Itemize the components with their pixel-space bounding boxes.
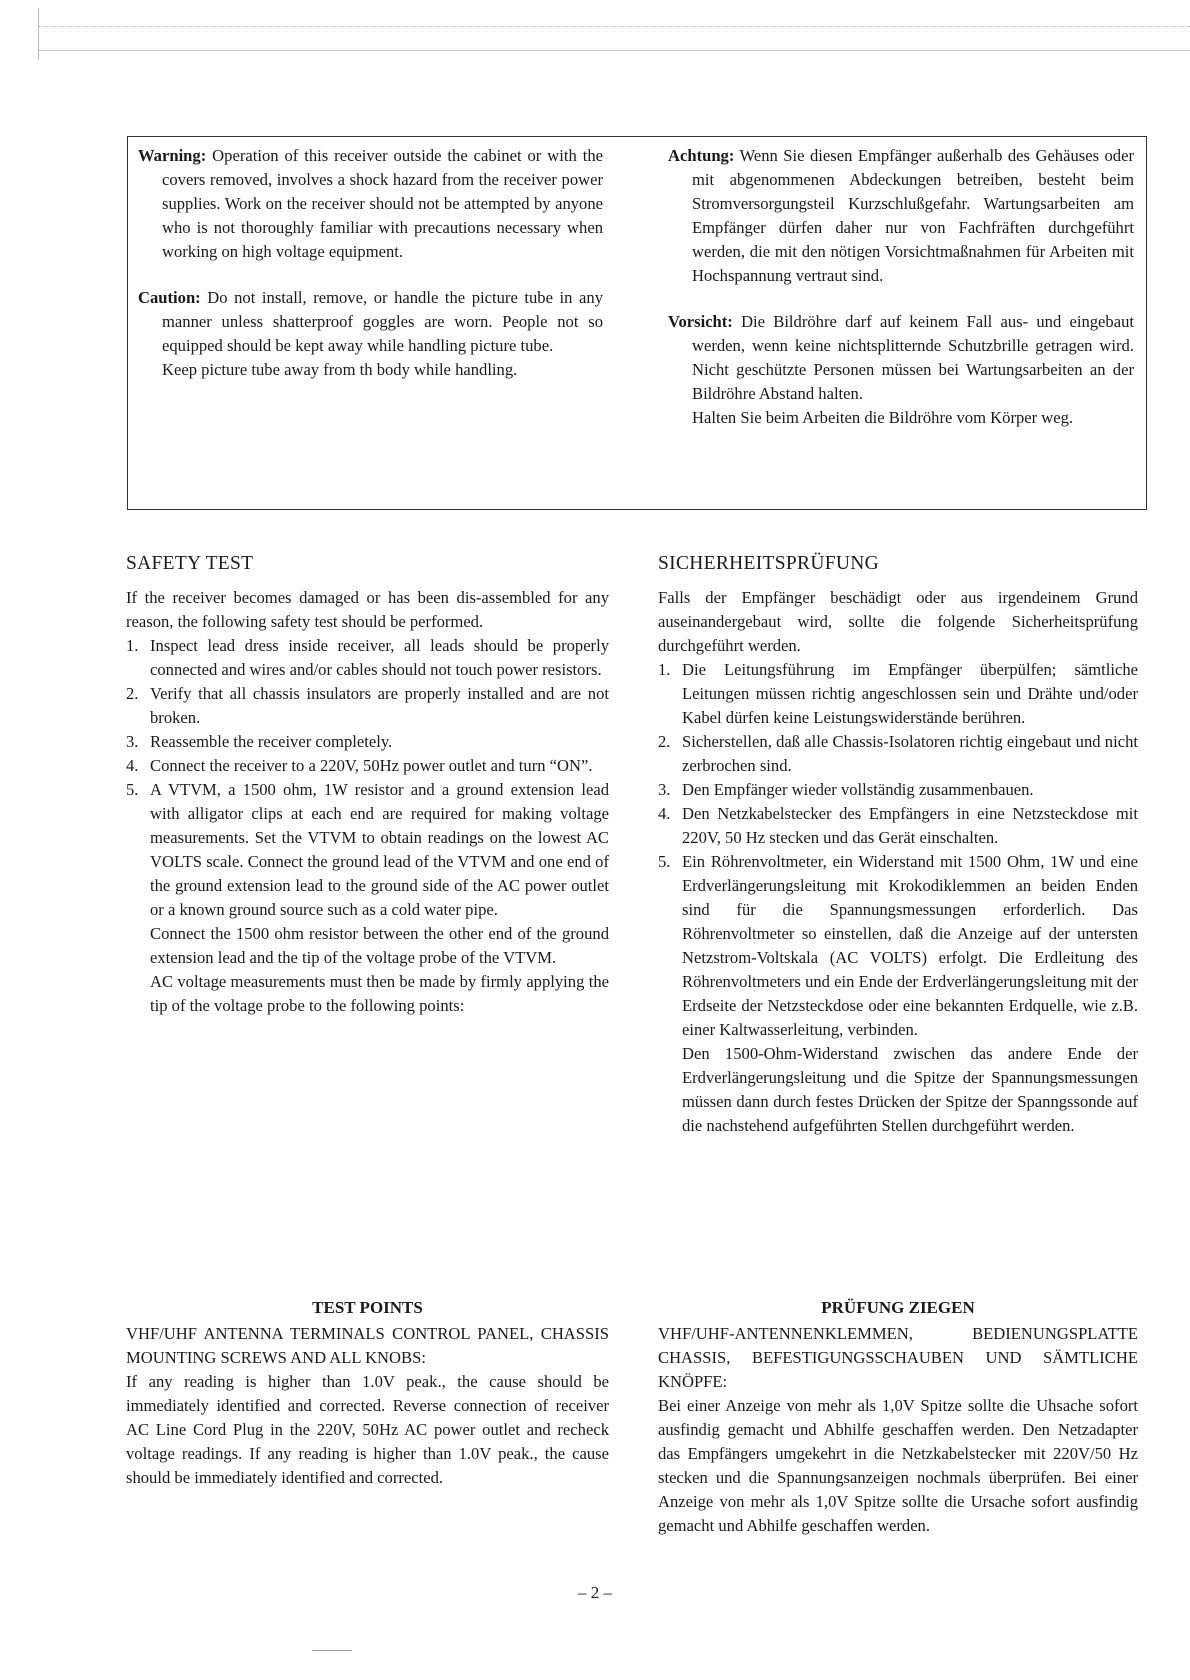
- step-text: Den Netzkabelstecker des Empfängers in eine Netzsteckdose mit 220V, 50 Hz stecken und das Gerät einschalten.: [682, 804, 1138, 847]
- warning-de: [668, 144, 1134, 430]
- safety-step-en: [126, 730, 609, 754]
- step-text: Reassemble the receiver completely.: [150, 732, 393, 751]
- step-number: 2.: [126, 684, 139, 703]
- step-number: 5.: [126, 780, 139, 799]
- sicherheitspruefung-intro: Falls der Empfänger beschädigt oder aus irgendeinem Grund auseinandergebaut wird, sollte die folgende Sicherheitsprüfung durchgeführt werden.: [658, 588, 1138, 655]
- step-number: 1.: [658, 660, 671, 679]
- step-text-2: Connect the 1500 ohm resistor between the other end of the ground extension lead and the tip of the voltage probe of the VTVM.: [150, 924, 609, 967]
- step-text-3: AC voltage measurements must then be made by firmly applying the tip of the voltage probe to the following points:: [150, 972, 609, 1015]
- achtung-label: Achtung:: [668, 146, 735, 165]
- step-number: 4.: [126, 756, 139, 775]
- safety-step-de: [658, 850, 1138, 1138]
- caution-paragraph: [138, 286, 603, 358]
- safety-steps-de: [658, 658, 1138, 1138]
- test-points-title: TEST POINTS: [312, 1298, 423, 1317]
- scan-rule-dotted: [38, 26, 1190, 27]
- step-text: Den Empfänger wieder vollständig zusammenbauen.: [682, 780, 1034, 799]
- step-number: 5.: [658, 852, 671, 871]
- safety-test-title: SAFETY TEST: [126, 553, 254, 574]
- step-number: 4.: [658, 804, 671, 823]
- scan-rule: [38, 50, 1190, 51]
- step-text: A VTVM, a 1500 ohm, 1W resistor and a ground extension lead with alligator clips at each end are required for making voltage measurements. Set the VTVM to obtain readings on the lowest AC VOLTS scale. Connect the ground lead of the VTVM and one end of the ground extension lead to the ground side of the AC power outlet or a known ground source such as a cold water pipe.: [150, 780, 609, 919]
- pruefung-ziegen-text: Bei einer Anzeige von mehr als 1,0V Spitze sollte die Uhsache sofort ausfindig gemacht und Abhilfe geschaffen werden. Den Netzadapter das Empfängers umgekehrt in die Netzkabelstecker mit 220V/50 Hz stecken und die Spannungsanzeigen nochmals überprüfen. Bei einer Anzeige von mehr als 1,0V Spitze sollte die Ursache sofort ausfindig gemacht und Abhilfe geschaffen werden.: [658, 1396, 1138, 1535]
- safety-step-en: [126, 634, 609, 682]
- pruefung-ziegen-title: PRÜFUNG ZIEGEN: [821, 1298, 975, 1317]
- vorsicht-paragraph: [668, 310, 1134, 406]
- test-points-en: [126, 1296, 609, 1490]
- warning-label: Warning:: [138, 146, 207, 165]
- vorsicht-text: Die Bildröhre darf auf keinem Fall aus- und eingebaut werden, wenn keine nichtsplitternde Schutzbrille getragen wird. Nicht geschützte Personen müssen bei Wartungsarbeiten an der Bildröhre Abstand halten.: [692, 312, 1134, 403]
- step-text-2: Den 1500-Ohm-Widerstand zwischen das andere Ende der Erdverlängerungsleitung und die Spitze der Spannungsmessungen müssen dann durch festes Drücken der Spitze der Spanngssonde auf die nachstehend aufgeführten Stellen durchgeführt werden.: [682, 1044, 1138, 1135]
- safety-test-intro: If the receiver becomes damaged or has been dis-assembled for any reason, the following safety test should be performed.: [126, 588, 609, 631]
- step-number: 2.: [658, 732, 671, 751]
- safety-step-en: [126, 682, 609, 730]
- step-text: Verify that all chassis insulators are properly installed and are not broken.: [150, 684, 609, 727]
- warning-text: Operation of this receiver outside the cabinet or with the covers removed, involves a shock hazard from the receiver power supplies. Work on the receiver should not be attempted by anyone who is not thoroughly familiar with precautions necessary when working on high voltage equipment.: [162, 146, 603, 261]
- safety-step-de: [658, 730, 1138, 778]
- caution-label: Caution:: [138, 288, 201, 307]
- caution-extra: Keep picture tube away from th body while handling.: [162, 360, 518, 379]
- safety-step-de: [658, 778, 1138, 802]
- safety-test-de: [658, 552, 1138, 1138]
- scan-rule-side: [38, 8, 39, 60]
- achtung-text: Wenn Sie diesen Empfänger außerhalb des Gehäuses oder mit abgenommenen Abdeckungen betreiben, besteht beim Stromversorgungsteil Kurzschlußgefahr. Wartungsarbeiten am Empfänger dürfen daher nur von Fachfräften durchgeführt werden, die mit den nötigen Vorsichtmaßnahmen für Arbeiten mit Hochspannung vertraut sind.: [692, 146, 1134, 285]
- step-text: Ein Röhrenvoltmeter, ein Widerstand mit 1500 Ohm, 1W und eine Erdverlängerungsleitung mit Krokodiklemmen an beiden Enden sind für die Spannungsmessungen erforderlich. Das Röhrenvoltmeter so einstellen, daß die Anzeige auf der untersten Netzstrom-Voltskala (AC VOLTS) erfolgt. Die Erdleitung des Röhrenvoltmeters und ein Ende der Erdverlängerungsleitung mit der Erdseite der Netzsteckdose oder eine bekannten Erdquelle, wie z.B. einer Kaltwasserleitung, verbinden.: [682, 852, 1138, 1039]
- test-points-de: [658, 1296, 1138, 1538]
- step-text: Connect the receiver to a 220V, 50Hz power outlet and turn “ON”.: [150, 756, 593, 775]
- achtung-paragraph: [668, 144, 1134, 288]
- safety-step-de: [658, 802, 1138, 850]
- test-points-text: If any reading is higher than 1.0V peak., the cause should be immediately identified and corrected. Reverse connection of receiver AC Line Cord Plug in the 220V, 50Hz AC power outlet and recheck voltage readings. If any reading is higher than 1.0V peak., the cause should be immediately identified and corrected.: [126, 1372, 609, 1487]
- sicherheitspruefung-title: SICHERHEITSPRÜFUNG: [658, 553, 880, 574]
- vorsicht-extra: Halten Sie beim Arbeiten die Bildröhre vom Körper weg.: [692, 408, 1074, 427]
- page-number: – 2 –: [578, 1583, 612, 1602]
- vorsicht-label: Vorsicht:: [668, 312, 733, 331]
- warning-en: [138, 144, 603, 382]
- step-number: 3.: [126, 732, 139, 751]
- step-text: Die Leitungsführung im Empfänger überpülfen; sämtliche Leitungen müssen richtig angeschlossen sein und Drähte und/oder Kabel dürfen keine Leistungswiderstände berühren.: [682, 660, 1138, 727]
- safety-step-en: [126, 754, 609, 778]
- safety-step-en: [126, 778, 609, 1018]
- pruefung-ziegen-heading: VHF/UHF-ANTENNENKLEMMEN, BEDIENUNGSPLATTE CHASSIS, BEFESTIGUNGSSCHAUBEN UND SÄMTLICHE KNÖPFE:: [658, 1324, 1138, 1391]
- safety-step-de: [658, 658, 1138, 730]
- step-text: Sicherstellen, daß alle Chassis-Isolatoren richtig eingebaut und nicht zerbrochen sind.: [682, 732, 1138, 775]
- safety-test-en: [126, 552, 609, 1018]
- step-text: Inspect lead dress inside receiver, all leads should be properly connected and wires and/or cables should not touch power resistors.: [150, 636, 609, 679]
- safety-steps-en: [126, 634, 609, 1018]
- warning-paragraph: [138, 144, 603, 264]
- test-points-heading: VHF/UHF ANTENNA TERMINALS CONTROL PANEL, CHASSIS MOUNTING SCREWS AND ALL KNOBS:: [126, 1324, 609, 1367]
- scan-mark: [312, 1650, 352, 1651]
- step-number: 3.: [658, 780, 671, 799]
- caution-text: Do not install, remove, or handle the picture tube in any manner unless shatterproof goggles are worn. People not so equipped should be kept away while handling picture tube.: [162, 288, 603, 355]
- step-number: 1.: [126, 636, 139, 655]
